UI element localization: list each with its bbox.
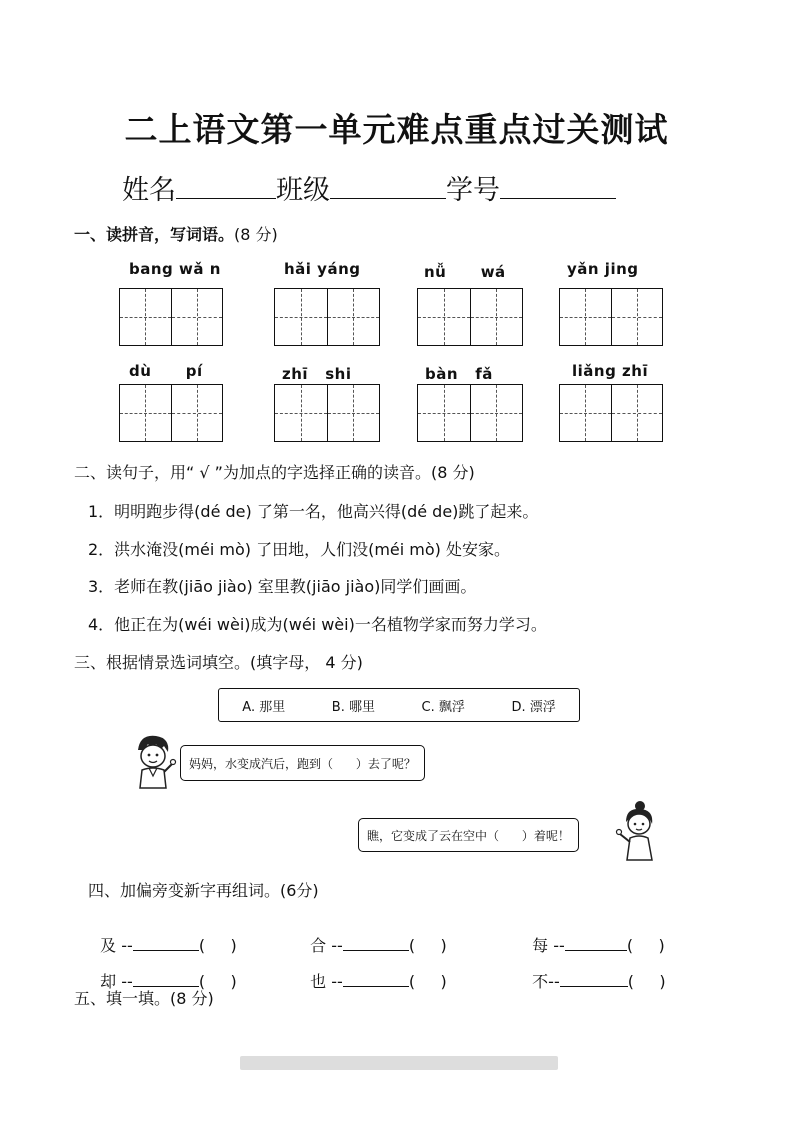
answer-paren[interactable]: ( ) bbox=[627, 972, 666, 991]
section-1-heading: 一、读拼音，写词语。(8 分) bbox=[74, 225, 278, 244]
writing-box[interactable] bbox=[417, 384, 523, 442]
pinyin: yǎn jing bbox=[567, 260, 639, 278]
option-d: D. 漂浮 bbox=[511, 699, 556, 715]
pinyin: nǚ wá bbox=[424, 263, 506, 281]
radical-item: 也 -- ( ) bbox=[310, 972, 447, 991]
question-item: 3．老师在教(jiāo jiào) 室里教(jiāo jiào)同学们画画。 bbox=[88, 577, 477, 596]
answer-paren[interactable]: ( ) bbox=[408, 936, 447, 955]
student-info bbox=[122, 168, 616, 207]
writing-box[interactable] bbox=[119, 288, 223, 346]
answer-paren[interactable]: ( ) bbox=[626, 936, 665, 955]
radical-item: 每 -- ( ) bbox=[532, 936, 665, 955]
writing-box[interactable] bbox=[274, 384, 380, 442]
question-item: 4．他正在为(wéi wèi)成为(wéi wèi)一名植物学家而努力学习。 bbox=[88, 615, 547, 634]
answer-line[interactable] bbox=[343, 934, 409, 951]
section-5-heading: 五、填一填。(8 分) bbox=[74, 989, 214, 1008]
number-blank[interactable] bbox=[500, 172, 616, 199]
name-blank[interactable] bbox=[176, 172, 276, 199]
answer-paren[interactable]: ( ) bbox=[408, 972, 447, 991]
blurred-footer bbox=[240, 1056, 558, 1070]
radical-item: 及 -- ( ) bbox=[100, 936, 237, 955]
boy-illustration bbox=[126, 730, 178, 790]
writing-box[interactable] bbox=[559, 288, 663, 346]
writing-box[interactable] bbox=[274, 288, 380, 346]
name-label: 姓名 bbox=[122, 175, 176, 206]
pinyin: bàn fǎ bbox=[425, 365, 493, 383]
pinyin: bang wǎ n bbox=[129, 260, 221, 278]
class-blank[interactable] bbox=[330, 172, 446, 199]
option-b: B. 哪里 bbox=[331, 699, 375, 715]
writing-box[interactable] bbox=[417, 288, 523, 346]
pinyin: dù pí bbox=[129, 362, 203, 380]
answer-line[interactable] bbox=[565, 934, 627, 951]
writing-box[interactable] bbox=[119, 384, 223, 442]
number-label: 学号 bbox=[446, 175, 500, 206]
class-label: 班级 bbox=[276, 175, 330, 206]
pinyin: zhī shi bbox=[282, 365, 352, 383]
page-title: 二上语文第一单元难点重点过关测试 bbox=[124, 110, 669, 149]
question-item: 2．洪水淹没(méi mò) 了田地，人们没(méi mò) 处安家。 bbox=[88, 540, 510, 559]
speech-bubble-girl: 瞧，它变成了云在空中（ ）着呢！ bbox=[358, 818, 579, 852]
answer-line[interactable] bbox=[560, 970, 628, 987]
section-1-score: (8 分) bbox=[234, 225, 278, 244]
option-a: A. 那里 bbox=[242, 699, 286, 715]
radical-item: 不-- ( ) bbox=[532, 972, 666, 991]
speech-bubble-boy: 妈妈，水变成汽后，跑到（ ）去了呢？ bbox=[180, 745, 425, 781]
writing-box[interactable] bbox=[559, 384, 663, 442]
section-3-heading: 三、根据情景选词填空。(填字母， 4 分) bbox=[74, 653, 363, 672]
radical-item: 合 -- ( ) bbox=[310, 936, 447, 955]
pinyin: hǎi yáng bbox=[284, 260, 361, 278]
answer-paren[interactable]: ( ) bbox=[198, 972, 237, 991]
answer-line[interactable] bbox=[343, 970, 409, 987]
answer-line[interactable] bbox=[133, 934, 199, 951]
section-4-heading: 四、加偏旁变新字再组词。(6分) bbox=[88, 881, 319, 900]
option-c: C. 飘浮 bbox=[421, 699, 465, 715]
word-options-box bbox=[218, 688, 580, 722]
answer-paren[interactable]: ( ) bbox=[198, 936, 237, 955]
radical-item: 却 -- ( ) bbox=[100, 972, 237, 991]
answer-line[interactable] bbox=[133, 970, 199, 987]
pinyin: liǎng zhī bbox=[572, 362, 649, 380]
girl-illustration bbox=[614, 800, 660, 862]
section-2-heading: 二、读句子，用“ √ ”为加点的字选择正确的读音。(8 分) bbox=[74, 463, 475, 482]
question-item: 1．明明跑步得(dé de) 了第一名，他高兴得(dé de)跳了起来。 bbox=[88, 502, 539, 521]
